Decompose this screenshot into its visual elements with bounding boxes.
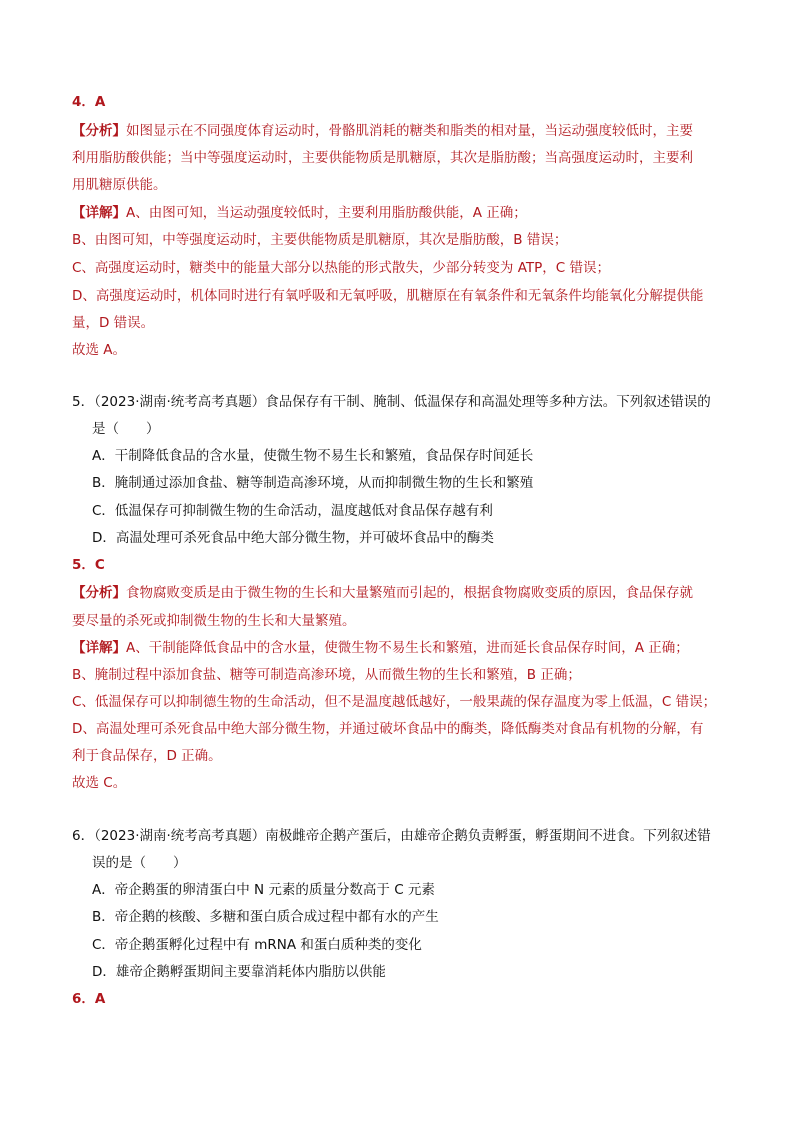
q4-detail-line-1: 【详解】A、由图可知，当运动强度较低时，主要利用脂肪酸供能，A 正确； bbox=[72, 205, 527, 221]
q4-detail-line-3: C、高强度运动时，糖类中的能量大部分以热能的形式散失，少部分转变为 ATP，C 错误； bbox=[72, 260, 611, 276]
q5-option-d: D．高温处理可杀死食品中绝大部分微生物，并可破坏食品中的酶类 bbox=[92, 530, 494, 546]
q4-answer: 4．A bbox=[72, 94, 106, 110]
q4-detail-line-5: 量，D 错误。 bbox=[72, 315, 155, 331]
q4-analysis-line-3: 用肌糖原供能。 bbox=[72, 177, 167, 193]
q6-option-d: D．雄帝企鹅孵蛋期间主要靠消耗体内脂肪以供能 bbox=[92, 964, 386, 980]
q5-detail-line-3: C、低温保存可以抑制德生物的生命活动，但不是温度越低越好，一般果蔬的保存温度为零上低温，C 错误； bbox=[72, 694, 717, 710]
q5-detail-line-4: D、高温处理可杀死食品中绝大部分微生物，并通过破坏食品中的酶类，降低酶类对食品有机物的分解，有 bbox=[72, 721, 704, 737]
q4-analysis-line-2: 利用脂肪酸供能；当中等强度运动时，主要供能物质是肌糖原，其次是脂肪酸；当高强度运动时，主要利 bbox=[72, 150, 693, 166]
q5-option-c: C．低温保存可抑制微生物的生命活动，温度越低对食品保存越有利 bbox=[92, 503, 493, 519]
q6-stem-line-2: 误的是（ ） bbox=[92, 855, 187, 871]
detail-tag: 【详解】 bbox=[72, 205, 126, 221]
q4-detail-line-2: B、由图可知，中等强度运动时，主要供能物质是肌糖原，其次是脂肪酸，B 错误； bbox=[72, 232, 568, 248]
q6-option-a: A．帝企鹅蛋的卵清蛋白中 N 元素的质量分数高于 C 元素 bbox=[92, 882, 435, 898]
detail-tag: 【详解】 bbox=[72, 640, 126, 656]
q5-option-b: B．腌制通过添加食盐、糖等制造高渗环境，从而抑制微生物的生长和繁殖 bbox=[92, 475, 534, 491]
q5-answer: 5．C bbox=[72, 557, 105, 573]
q5-stem-line-1: 5．（2023·湖南·统考高考真题）食品保存有干制、腌制、低温保存和高温处理等多种方法。下列叙述错误的 bbox=[72, 394, 711, 410]
q5-detail-line-5: 利于食品保存，D 正确。 bbox=[72, 748, 222, 764]
q5-analysis-line-2: 要尽量的杀死或抑制微生物的生长和大量繁殖。 bbox=[72, 613, 356, 629]
q5-detail-line-1: 【详解】A、干制能降低食品中的含水量，使微生物不易生长和繁殖，进而延长食品保存时间，A 正确； bbox=[72, 640, 689, 656]
q5-detail-line-2: B、腌制过程中添加食盐、糖等可制造高渗环境，从而微生物的生长和繁殖，B 正确； bbox=[72, 667, 581, 683]
q5-conclusion: 故选 C。 bbox=[72, 775, 127, 791]
q6-option-c: C．帝企鹅蛋孵化过程中有 mRNA 和蛋白质种类的变化 bbox=[92, 937, 422, 953]
q6-answer: 6．A bbox=[72, 991, 106, 1007]
q4-analysis-line-1: 【分析】如图显示在不同强度体育运动时，骨骼肌消耗的糖类和脂类的相对量，当运动强度较低时，主要 bbox=[72, 123, 693, 139]
q5-analysis-line-1: 【分析】食物腐败变质是由于微生物的生长和大量繁殖而引起的，根据食物腐败变质的原因，食品保存就 bbox=[72, 585, 693, 601]
q6-option-b: B．帝企鹅的核酸、多糖和蛋白质合成过程中都有水的产生 bbox=[92, 909, 439, 925]
analysis-tag: 【分析】 bbox=[72, 123, 126, 139]
q6-stem-line-1: 6．（2023·湖南·统考高考真题）南极雌帝企鹅产蛋后，由雄帝企鹅负责孵蛋，孵蛋期间不进食。下列叙述错 bbox=[72, 828, 711, 844]
q4-conclusion: 故选 A。 bbox=[72, 342, 127, 358]
q4-detail-line-4: D、高强度运动时，机体同时进行有氧呼吸和无氧呼吸，肌糖原在有氧条件和无氧条件均能氧化分解提供能 bbox=[72, 288, 704, 304]
q5-option-a: A．干制降低食品的含水量，使微生物不易生长和繁殖，食品保存时间延长 bbox=[92, 448, 534, 464]
analysis-tag: 【分析】 bbox=[72, 585, 126, 601]
q5-stem-line-2: 是（ ） bbox=[92, 421, 160, 437]
